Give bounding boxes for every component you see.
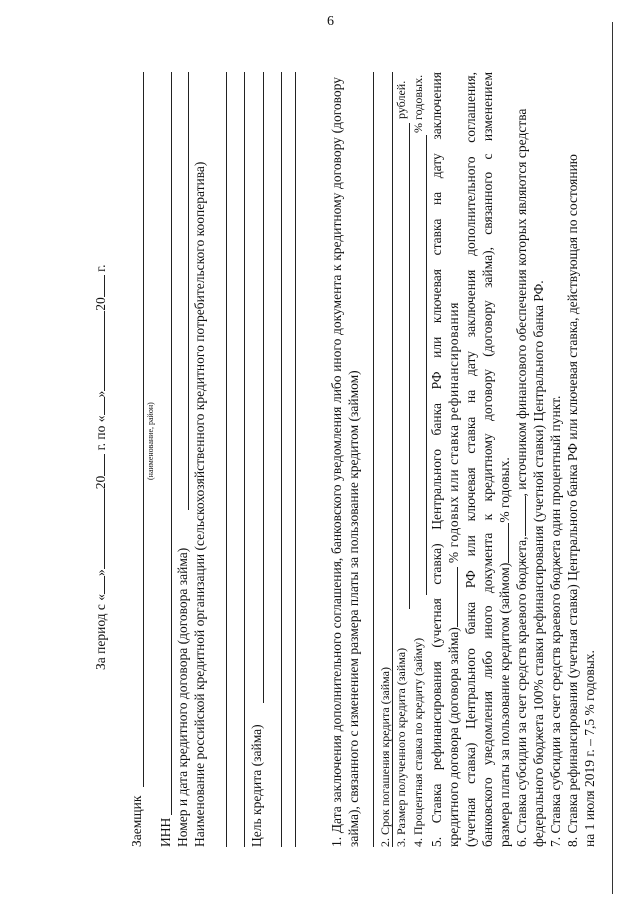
org-line-1 <box>226 72 227 847</box>
period-middle: г. по « <box>93 415 108 451</box>
item-3-line <box>409 123 410 609</box>
period-suffix: г. <box>93 264 108 272</box>
item-1-text: 1. Дата заключения дополнительного соглашения, банковского уведомления либо иного документа к кредитному договору (договору займа), связанного с изменением размера платы за пользование кредитом (займом) <box>329 77 362 847</box>
borrower-label: Заемщик <box>129 795 144 847</box>
item-5-line-2-a: кредитного договора (договора займа) <box>446 627 461 847</box>
org-line-2 <box>244 72 245 847</box>
item-6-line-1 <box>513 109 530 847</box>
item-1-line <box>373 72 374 847</box>
item-4-unit: % годовых. <box>411 74 425 133</box>
item-5-line-4: банковского уведомления либо иного документа к кредитному договору (договору займа), связанного с изменением <box>480 72 495 847</box>
item-4-line <box>426 135 427 595</box>
purpose-label: Цель кредита (займа) <box>249 724 264 847</box>
contract-label: Номер и дата кредитного договора (договора займа) <box>175 547 190 847</box>
item-8-line-2: на 1 июля 2019 г. – 7,5 % годовых. <box>582 650 597 847</box>
page-number: 6 <box>327 14 334 29</box>
item-6-line-1-a: 6. Ставка субсидии за счет средств краевого бюджета, <box>514 536 529 847</box>
item-5-line-2 <box>445 72 462 847</box>
borrower-line <box>143 72 144 787</box>
purpose-line-3 <box>295 72 296 847</box>
period-header <box>92 264 109 670</box>
period-year-1: 20 <box>93 475 108 490</box>
item-5-line-2-b: % годовых или ставка рефинансирования <box>446 301 461 564</box>
item-6-line-2: федерального бюджета 100% ставки рефинансирования (учетной ставки) Центрального банка РФ. <box>531 280 546 847</box>
item-8-line-1: 8. Ставка рефинансирования (учетная ставка) Центрального банка РФ или ключевая ставка, действующая по состоянию <box>565 154 580 847</box>
item-6-line-1-b: , источником финансового обеспечения которых являются средства <box>514 108 529 497</box>
item-2-line <box>392 72 393 847</box>
purpose-line-1 <box>263 72 264 703</box>
item-7-text: 7. Ставка субсидии за счет средств краевого бюджета один процентный пункт. <box>548 395 563 847</box>
item-2-text: 2. Срок погашения кредита (займа) <box>378 667 392 847</box>
item-4-text: 4. Процентная ставка по кредиту (займу) <box>411 637 425 847</box>
inn-line <box>171 72 172 815</box>
item-5-line-5-b: % годовых. <box>497 457 512 523</box>
inn-label: ИНН <box>158 817 173 847</box>
item-3-text: 3. Размер полученного кредита (займа) <box>394 647 408 847</box>
period-quote-2: » <box>93 390 108 398</box>
period-year-2: 20 <box>93 297 108 311</box>
period-quote-1: » <box>93 569 108 576</box>
period-prefix: За период с « <box>93 593 108 670</box>
borrower-caption: (наименование, район) <box>146 402 155 480</box>
item-5-line-3: (учетная ставка) Центрального банка РФ или ключевая ставка на дату заключения дополнительного соглашения, <box>463 72 478 847</box>
purpose-line-2 <box>281 72 282 847</box>
org-label: Наименование российской кредитной организации (сельскохозяйственного кредитного потребительского кооператива) <box>192 161 207 847</box>
contract-line <box>188 72 189 510</box>
item-3-unit: рублей. <box>394 80 408 119</box>
item-5-line-1: 5. Ставка рефинансирования (учетная ставка) Центрального банка РФ или ключевая ставка на дату заключения <box>429 72 444 847</box>
item-5-line-5-a: размера платы за пользование кредитом (займом) <box>497 562 512 847</box>
item-5-line-5 <box>496 457 513 847</box>
